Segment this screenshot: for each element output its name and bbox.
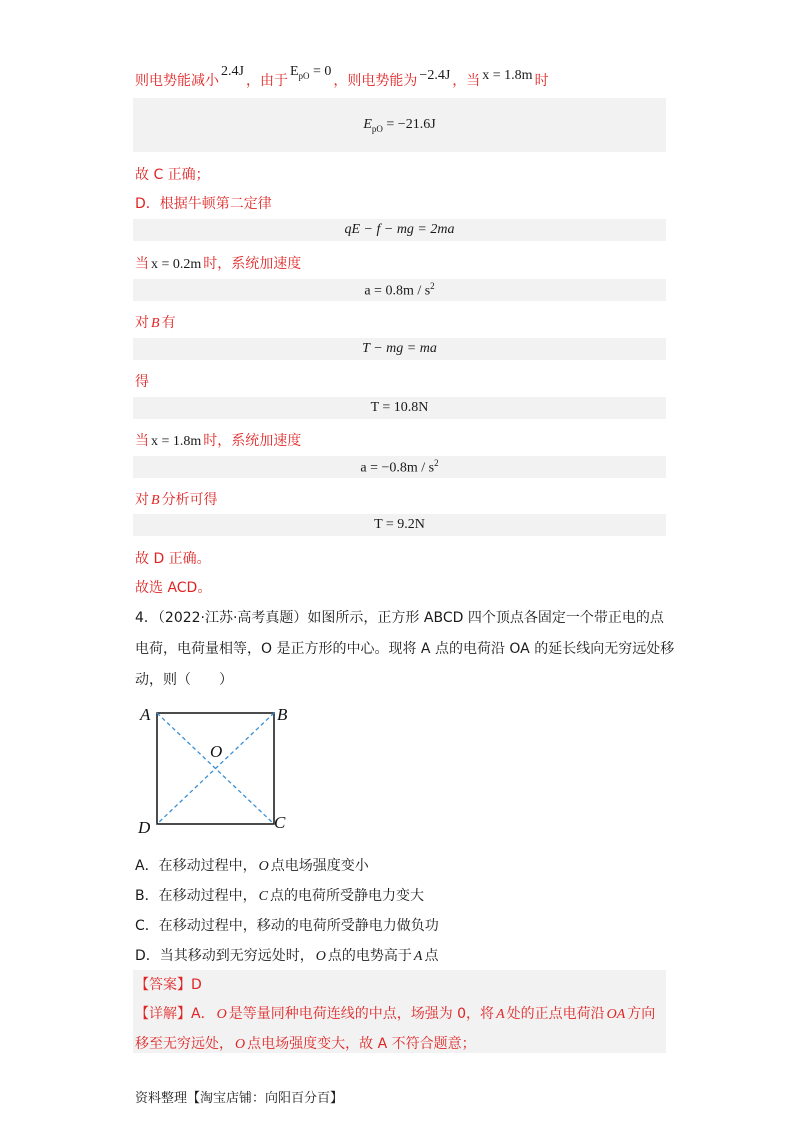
label-d: D [138, 818, 151, 837]
question-4-line-2: 电荷，电荷量相等，O 是正方形的中心。现将 A 点的电荷沿 OA 的延长线向无穷远处移 [135, 641, 675, 657]
equation-t1: T = 10.8N [133, 397, 666, 419]
text-line-1: 则电势能减小 2.4J ，由于 $E_{pO} = 0$ ，则电势能为 −2.4J ，当 x = 1.8m 时 [135, 64, 549, 89]
equation-newton: qE − f − mg = 2ma [133, 219, 666, 241]
label-c: C [274, 813, 286, 832]
text-for-b-2: 对 B 分析可得 [135, 492, 218, 508]
text-when-2: 当 x = 1.8m 时，系统加速度 [135, 433, 302, 449]
equation-t: T − mg = ma [133, 338, 666, 360]
question-4-line-1: 4．（2022·江苏·高考真题）如图所示，正方形 ABCD 四个顶点各固定一个带正电的点 [135, 610, 664, 626]
square-figure [135, 700, 305, 840]
text-for-b: 对 B 有 [135, 315, 176, 331]
option-d[interactable]: D．当其移动到无穷远处时， O 点的电势高于 A 点 [135, 948, 439, 964]
equation-a2: $a = -0.8m / s^2$ [133, 456, 666, 478]
text-when-1: 当 x = 0.2m 时，系统加速度 [135, 256, 302, 272]
text-choose: 故选 ACD。 [135, 580, 212, 596]
text-get: 得 [135, 374, 149, 390]
question-4-line-3: 动，则（ ） [135, 672, 233, 688]
label-b: B [277, 705, 288, 724]
option-c[interactable]: C．在移动过程中，移动的电荷所受静电力做负功 [135, 918, 439, 934]
footer-text: 资料整理【淘宝店铺：向阳百分百】 [135, 1091, 344, 1106]
text-d-intro: D．根据牛顿第二定律 [135, 196, 272, 212]
option-a[interactable]: A．在移动过程中， O 点电场强度变小 [135, 858, 369, 874]
text-c-correct: 故 C 正确； [135, 167, 210, 183]
equation-t2: T = 9.2N [133, 514, 666, 536]
label-a: A [140, 705, 151, 724]
equation-a1: $a = 0.8m / s^2$ [133, 279, 666, 301]
detail-line-2: 移至无穷远处， O 点电场强度变大，故 A 不符合题意； [135, 1036, 476, 1052]
label-o: O [210, 742, 223, 761]
answer-line: 【答案】 D [135, 977, 202, 993]
equation-ep: $E_{pO} = -21.6J$ [133, 98, 666, 152]
option-b[interactable]: B．在移动过程中， C 点的电荷所受静电力变大 [135, 888, 424, 904]
text-d-correct: 故 D 正确。 [135, 551, 211, 567]
detail-line-1: 【详解】 A． O 是等量同种电荷连线的中点，场强为 0，将 A 处的正点电荷沿 OA 方向 [135, 1006, 656, 1022]
